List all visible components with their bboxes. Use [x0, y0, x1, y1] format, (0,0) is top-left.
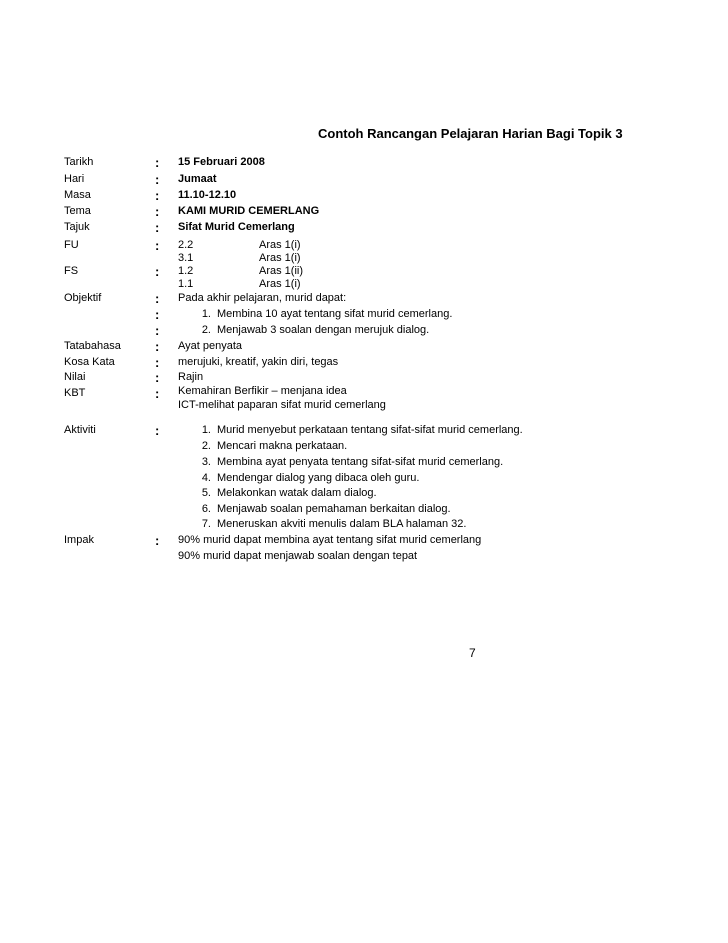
fu-aras: Aras 1(i): [259, 239, 301, 251]
fs-code: 1.2: [178, 265, 194, 277]
colon: :: [155, 355, 160, 370]
objektif-intro: Pada akhir pelajaran, murid dapat:: [178, 292, 347, 304]
label-fs: FS: [64, 265, 79, 277]
label-masa: Masa: [64, 189, 91, 201]
kbt-line: ICT-melihat paparan sifat murid cemerlang: [178, 399, 386, 411]
label-tatabahasa: Tatabahasa: [64, 340, 121, 352]
value-nilai: Rajin: [178, 371, 204, 383]
aktiviti-item: Membina ayat penyata tentang sifat-sifat murid cemerlang.: [217, 456, 504, 468]
aktiviti-item: Meneruskan akviti menulis dalam BLA halaman 32.: [217, 518, 467, 530]
kbt-line: Kemahiran Berfikir – menjana idea: [178, 385, 347, 397]
list-number: 6.: [201, 503, 211, 515]
label-tema: Tema: [64, 205, 91, 217]
colon: :: [155, 238, 160, 253]
colon: :: [155, 204, 160, 219]
label-tajuk: Tajuk: [64, 221, 90, 233]
colon: :: [155, 172, 160, 187]
colon: :: [155, 264, 160, 279]
label-tarikh: Tarikh: [64, 156, 94, 168]
aktiviti-item: Mendengar dialog yang dibaca oleh guru.: [217, 472, 420, 484]
list-number: 3.: [201, 456, 211, 468]
list-number: 2.: [201, 440, 211, 452]
document-title: Contoh Rancangan Pelajaran Harian Bagi Topik 3: [318, 126, 623, 141]
fu-code: 2.2: [178, 239, 194, 251]
value-kosa-kata: merujuki, kreatif, yakin diri, tegas: [178, 356, 339, 368]
aktiviti-item: Murid menyebut perkataan tentang sifat-sifat murid cemerlang.: [217, 424, 523, 436]
page-number: 7: [469, 646, 476, 660]
value-hari: Jumaat: [178, 173, 217, 185]
value-masa: 11.10-12.10: [178, 189, 237, 201]
objektif-item: Membina 10 ayat tentang sifat murid cemerlang.: [217, 308, 453, 320]
colon: :: [155, 339, 160, 354]
fs-code: 1.1: [178, 278, 194, 290]
label-hari: Hari: [64, 173, 85, 185]
aktiviti-item: Melakonkan watak dalam dialog.: [217, 487, 377, 499]
colon: :: [155, 188, 160, 203]
colon: :: [155, 423, 160, 438]
fu-aras: Aras 1(i): [259, 252, 301, 264]
list-number: 2.: [201, 324, 211, 336]
list-number: 5.: [201, 487, 211, 499]
aktiviti-item: Mencari makna perkataan.: [217, 440, 348, 452]
list-number: 7.: [201, 518, 211, 530]
value-tarikh: 15 Februari 2008: [178, 156, 265, 168]
impak-line: 90% murid dapat membina ayat tentang sifat murid cemerlang: [178, 534, 482, 546]
label-impak: Impak: [64, 534, 94, 546]
fs-aras: Aras 1(i): [259, 278, 301, 290]
label-objektif: Objektif: [64, 292, 102, 304]
value-tema: KAMI MURID CEMERLANG: [178, 205, 320, 217]
colon: :: [155, 220, 160, 235]
colon: :: [155, 386, 160, 401]
list-number: 4.: [201, 472, 211, 484]
label-nilai: Nilai: [64, 371, 86, 383]
value-tatabahasa: Ayat penyata: [178, 340, 243, 352]
impak-line: 90% murid dapat menjawab soalan dengan tepat: [178, 550, 418, 562]
colon: :: [155, 307, 160, 322]
objektif-item: Menjawab 3 soalan dengan merujuk dialog.: [217, 324, 430, 336]
aktiviti-item: Menjawab soalan pemahaman berkaitan dialog.: [217, 503, 451, 515]
colon: :: [155, 291, 160, 306]
colon: :: [155, 533, 160, 548]
colon: :: [155, 155, 160, 170]
colon: :: [155, 323, 160, 338]
fs-aras: Aras 1(ii): [259, 265, 304, 277]
fu-code: 3.1: [178, 252, 194, 264]
label-aktiviti: Aktiviti: [64, 424, 96, 436]
list-number: 1.: [201, 424, 211, 436]
list-number: 1.: [201, 308, 211, 320]
label-kosa-kata: Kosa Kata: [64, 356, 115, 368]
label-fu: FU: [64, 239, 79, 251]
colon: :: [155, 370, 160, 385]
label-kbt: KBT: [64, 387, 86, 399]
value-tajuk: Sifat Murid Cemerlang: [178, 221, 295, 233]
